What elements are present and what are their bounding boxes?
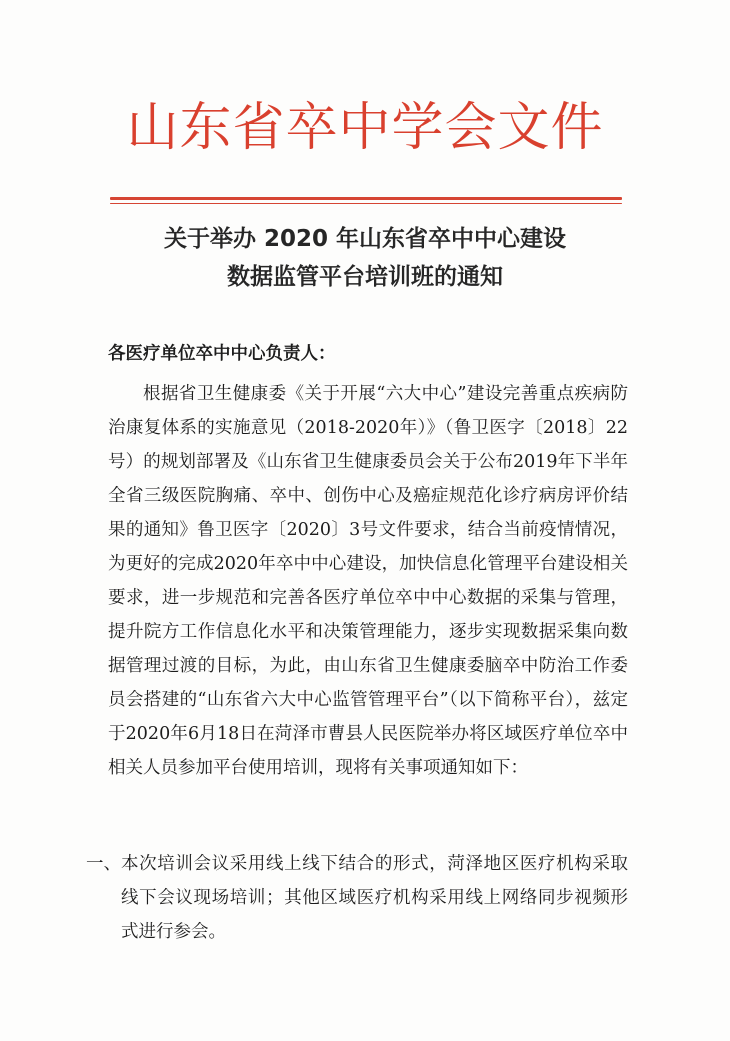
body-paragraph: 根据省卫生健康委《关于开展“六大中心”建设完善重点疾病防治康复体系的实施意见（2018-2020年）》（鲁卫医字〔2018〕22号）的规划部署及《山东省卫生健康委员会关于公布2019年下半年全省三级医院胸痛、卒中、创伤中心及癌症规范化诊疗病房评价结果的通知》鲁卫医字〔2020〕3号文件要求，结合当前疫情情况，为更好的完成2020年卒中中心建设，加快信息化管理平台建设相关要求，进一步规范和完善各医疗单位卒中中心数据的采集与管理，提升院方工作信息化水平和决策管理能力，逐步实现数据采集向数据管理过渡的目标，为此，由山东省卫生健康委脑卒中防治工作委员会搭建的“山东省六大中心监管管理平台”（以下简称平台），兹定于2020年6月18日在菏泽市曹县人民医院举办将区域医疗单位卒中相关人员参加平台使用培训，现将有关事项通知如下： [108, 384, 628, 778]
notice-item [86, 847, 628, 949]
body-section [108, 377, 628, 785]
header-red-rule-thin [110, 203, 622, 204]
notice-title-line-2: 数据监管平台培训班的通知 [227, 264, 503, 290]
document-header-title: 山东省卒中学会文件 [126, 98, 604, 158]
header-red-rule-thick [110, 197, 622, 200]
salutation: 各医疗单位卒中中心负责人： [108, 344, 336, 364]
notice-item-number: 一、 [86, 854, 121, 874]
notice-title-line-1: 关于举办 2020 年山东省卒中中心建设 [163, 226, 567, 252]
notice-item-text: 本次培训会议采用线上线下结合的形式，菏泽地区医疗机构采取线下会议现场培训；其他区域医疗机构采用线上网络同步视频形式进行参会。 [121, 854, 628, 942]
